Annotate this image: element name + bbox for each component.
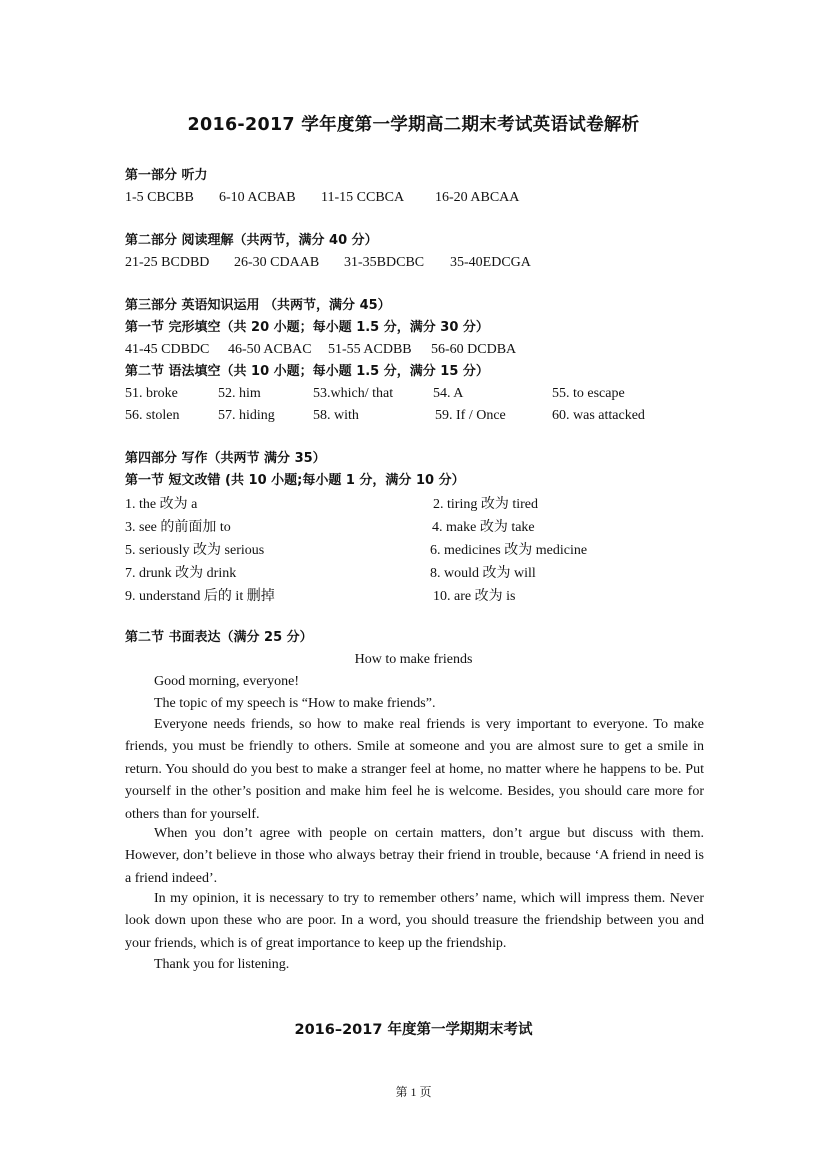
correction-item: 8. would 改为 will <box>430 566 536 581</box>
page-title: 2016-2017 学年度第一学期高二期末考试英语试卷解析 <box>187 115 640 135</box>
answer-group: 41-45 CDBDC <box>125 342 210 357</box>
correction-item: 2. tiring 改为 tired <box>433 497 538 512</box>
grammar-answer: 60. was attacked <box>552 408 645 423</box>
correction-item: 9. understand 后的 it 删掉 <box>125 589 275 604</box>
grammar-answer: 55. to escape <box>552 386 625 401</box>
page-number: 第 1 页 <box>395 1085 432 1099</box>
part3-section2-heading: 第二节 语法填空（共 10 小题；每小题 1.5 分，满分 15 分） <box>125 364 489 379</box>
next-section-title: 2016–2017 年度第一学期期末考试 <box>294 1022 533 1038</box>
answer-group: 31-35BDCBC <box>344 255 425 270</box>
essay-paragraph: Everyone needs friends, so how to make real friends is very important to everyone. To make friends, you must be friendly to others. Smile at someone and you are almost sure to get a smile in return. You should do you best to make a stranger feel at home, no matter where he happens to be. Put yourself in the other’s position and make him feel he is welcome. Besides, you should care more for others than for yourself. <box>125 717 704 822</box>
grammar-answer: 51. broke <box>125 386 178 401</box>
answer-group: 21-25 BCDBD <box>125 255 210 270</box>
essay-paragraph: The topic of my speech is “How to make friends”. <box>154 696 436 711</box>
part2-heading: 第二部分 阅读理解（共两节，满分 40 分） <box>125 233 378 248</box>
answer-group: 16-20 ABCAA <box>435 190 520 205</box>
part3-heading: 第三部分 英语知识运用 （共两节，满分 45） <box>125 298 391 313</box>
answer-group: 46-50 ACBAC <box>228 342 312 357</box>
answer-group: 51-55 ACDBB <box>328 342 412 357</box>
correction-item: 10. are 改为 is <box>433 589 516 604</box>
grammar-answer: 59. If / Once <box>435 408 506 423</box>
answer-group: 11-15 CCBCA <box>321 190 405 205</box>
grammar-answer: 56. stolen <box>125 408 180 423</box>
answer-group: 1-5 CBCBB <box>125 190 194 205</box>
correction-item: 6. medicines 改为 medicine <box>430 543 588 558</box>
answer-group: 56-60 DCDBA <box>431 342 517 357</box>
grammar-answer: 53.which/ that <box>313 386 394 401</box>
correction-item: 1. the 改为 a <box>125 497 198 512</box>
essay-paragraph: When you don’t agree with people on certain matters, don’t argue but discuss with them. However, don’t believe in those who always betray their friend in trouble, because ‘A friend in need is a friend indeed’. <box>125 826 704 886</box>
correction-item: 4. make 改为 take <box>432 520 535 535</box>
grammar-answer: 57. hiding <box>218 408 275 423</box>
essay-title: How to make friends <box>354 652 473 667</box>
essay-paragraph: In my opinion, it is necessary to try to remember others’ name, which will impress them. Never look down upon these who are poor. In a word, you should treasure the friendship between you and your friends, which is of great importance to keep up the friendship. <box>125 891 704 951</box>
correction-item: 3. see 的前面加 to <box>125 520 231 535</box>
part4-section2-heading: 第二节 书面表达（满分 25 分） <box>125 630 313 645</box>
answer-group: 6-10 ACBAB <box>219 190 296 205</box>
grammar-answer: 58. with <box>313 408 359 423</box>
correction-item: 7. drunk 改为 drink <box>125 566 237 581</box>
essay-paragraph: Good morning, everyone! <box>154 674 300 689</box>
part1-heading: 第一部分 听力 <box>125 168 208 183</box>
grammar-answer: 52. him <box>218 386 261 401</box>
part4-heading: 第四部分 写作（共两节 满分 35） <box>125 451 326 466</box>
answer-group: 35-40EDCGA <box>450 255 531 270</box>
part3-section1-heading: 第一节 完形填空（共 20 小题；每小题 1.5 分，满分 30 分） <box>125 320 489 335</box>
essay-paragraph: Thank you for listening. <box>154 957 290 972</box>
correction-item: 5. seriously 改为 serious <box>125 543 265 558</box>
answer-group: 26-30 CDAAB <box>234 255 320 270</box>
part4-section1-heading: 第一节 短文改错 (共 10 小题;每小题 1 分，满分 10 分） <box>125 473 465 488</box>
grammar-answer: 54. A <box>433 386 464 401</box>
